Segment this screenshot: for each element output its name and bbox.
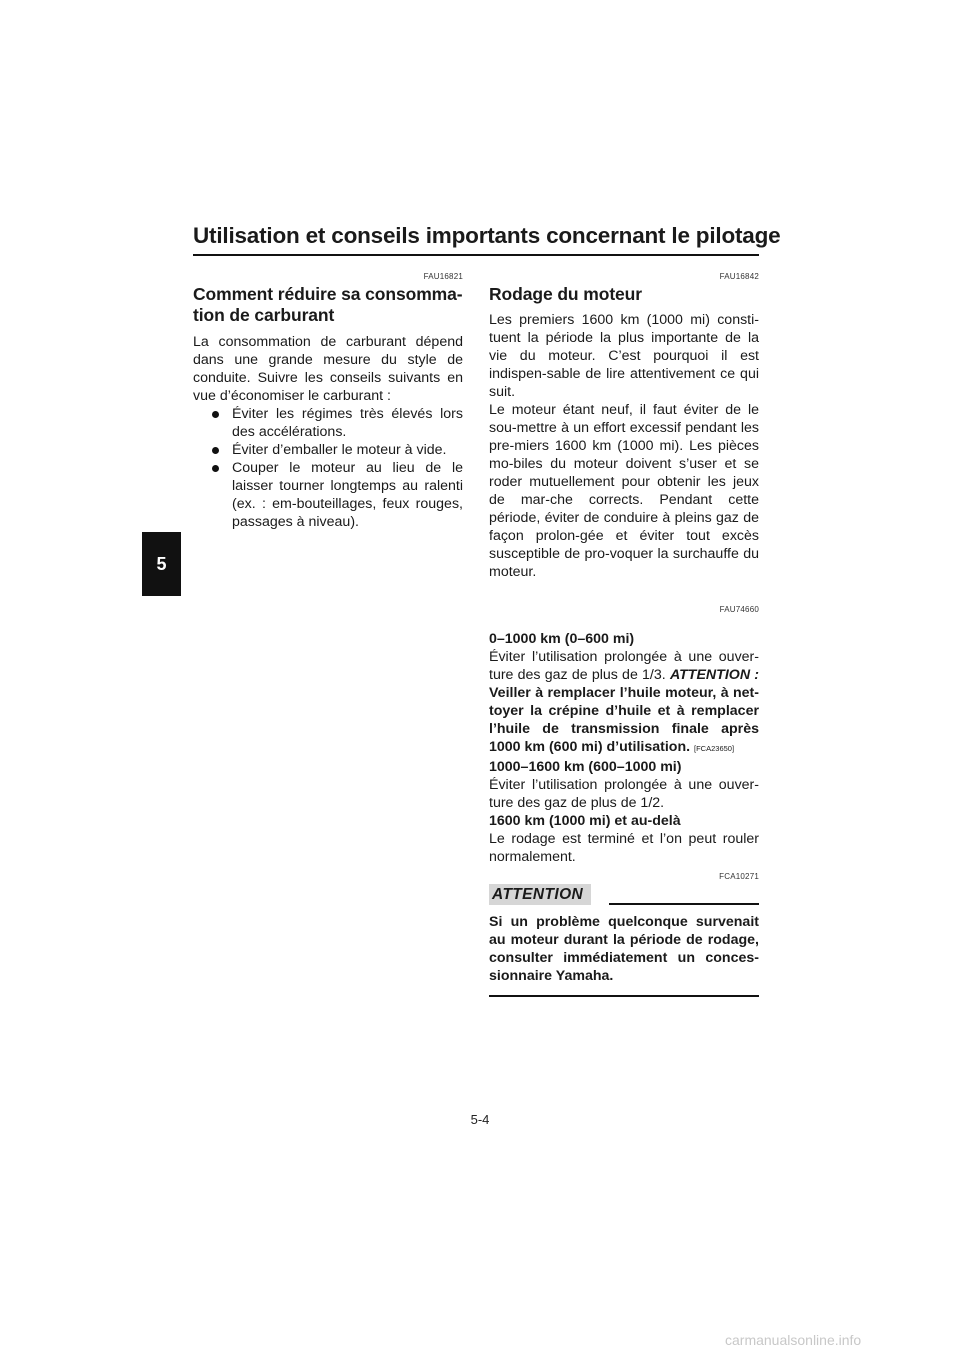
attention-end-rule xyxy=(489,995,759,997)
fuel-intro: La consommation de carburant dépend dans une grande mesure du style de conduite. Suivre les conseils suivants en vue d’économiser le carburant : xyxy=(193,334,463,404)
sub3-text: Le rodage est terminé et l’on peut rouler normalement. xyxy=(489,831,759,865)
attention-banner xyxy=(489,884,759,905)
right-column xyxy=(489,272,759,997)
section-code: FAU16842 xyxy=(719,272,759,281)
section-code: FCA10271 xyxy=(719,872,759,881)
page-header-title: Utilisation et conseils importants concernant le pilotage xyxy=(193,223,781,248)
subheading-1000-1600: 1000–1600 km (600–1000 mi) xyxy=(489,759,682,775)
list-item: Éviter d’emballer le moteur à vide. xyxy=(212,441,463,459)
header-rule xyxy=(193,254,759,256)
page-number: 5-4 xyxy=(470,1112,490,1127)
section-heading-break-in: Rodage du moteur xyxy=(489,284,642,304)
inline-attention-text: Veiller à remplacer l’huile moteur, à net-toyer la crépine d’huile et à remplacer l’huile de transmission finale après 1000 km (600 mi) d’utilisation. xyxy=(489,685,759,755)
section-code: FAU16821 xyxy=(423,272,463,281)
break-in-paragraph-2: Le moteur étant neuf, il faut éviter de le sou-mettre à un effort excessif pendant les pre-miers 1600 km (1000 mi). Les pièces mo-biles du moteur doivent s’user et se roder mutuellement pour obtenir les jeux de mar-che corrects. Pendant cette période, éviter de conduire à pleins gaz de façon prolon-gée et éviter tout excès susceptible de pro-voquer la surchauffe du moteur. xyxy=(489,402,759,580)
attention-text: Si un problème quelconque survenait au moteur durant la période de rodage, consulter immédiatement un conces-sionnaire Yamaha. xyxy=(489,914,759,984)
section-heading-fuel: Comment réduire sa consomma-tion de carburant xyxy=(193,284,463,325)
inline-attention-code: [FCA23650] xyxy=(694,744,735,753)
list-item: Couper le moteur au lieu de le laisser tourner longtemps au ralenti (ex. : em-bouteillages, feux rouges, passages à niveau). xyxy=(212,459,463,531)
left-column xyxy=(193,272,463,531)
list-item: Éviter les régimes très élevés lors des accélérations. xyxy=(212,405,463,441)
attention-label: ATTENTION xyxy=(489,884,591,905)
fuel-tips-list xyxy=(193,405,463,531)
subheading-0-1000: 0–1000 km (0–600 mi) xyxy=(489,631,635,647)
watermark: carmanualsonline.info xyxy=(725,1332,862,1348)
break-in-paragraph-1: Les premiers 1600 km (1000 mi) consti-tuent la période la plus importante de la vie du moteur. C’est pourquoi il est indispen-sable de lire attentivement ce qui suit. xyxy=(489,312,759,400)
attention-rule xyxy=(609,903,759,905)
inline-attention-label: ATTENTION : xyxy=(669,667,759,683)
chapter-tab: 5 xyxy=(142,532,181,596)
sub1-body: Éviter l’utilisation prolongée à une ouver-ture des gaz de plus de 1/3. xyxy=(489,649,759,683)
section-code: FAU74660 xyxy=(719,605,759,614)
subheading-1600-beyond: 1600 km (1000 mi) et au-delà xyxy=(489,813,681,829)
sub2-text: Éviter l’utilisation prolongée à une ouver-ture des gaz de plus de 1/2. xyxy=(489,777,759,811)
sub1-text xyxy=(489,648,759,758)
